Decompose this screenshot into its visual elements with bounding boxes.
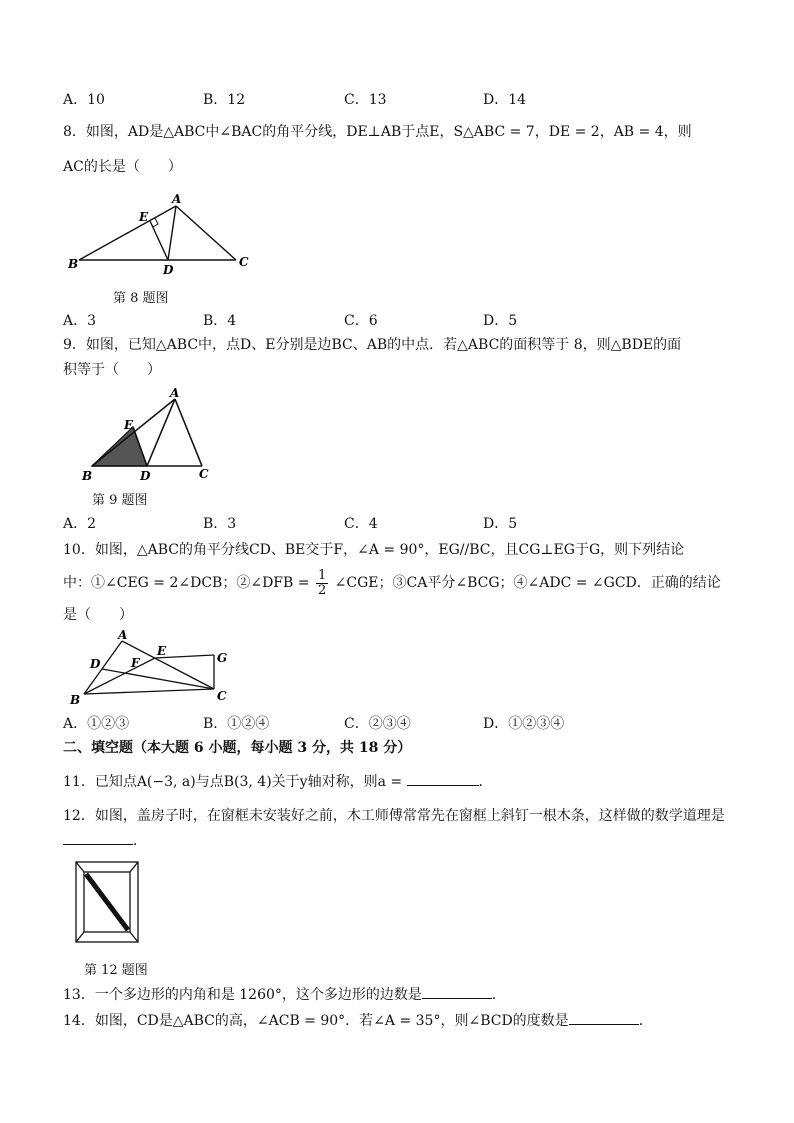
- q10-label-e: E: [157, 644, 167, 658]
- q9-caption: 第 9 题图: [92, 493, 148, 508]
- q10-label-g: G: [217, 651, 228, 665]
- q10-stem-line2-end: ∠CGE；③CA平分∠BCG；④∠ADC = ∠GCD．正确的结论: [334, 575, 721, 591]
- q10-stem-line3: 是（ ）: [63, 607, 133, 623]
- q10-label-a: A: [118, 628, 128, 642]
- q8-option-d: D．5: [483, 313, 518, 329]
- q8-side-ab: [79, 206, 176, 260]
- q14-end: ．: [638, 1013, 653, 1029]
- q8-bisector-ad: [168, 206, 176, 260]
- q10-label-c: C: [217, 689, 227, 703]
- q7-option-b: B．12: [203, 92, 246, 108]
- q10-option-a: A．①②③: [63, 716, 130, 732]
- q12-caption: 第 12 题图: [84, 963, 148, 978]
- q10-option-d: D．①②③④: [483, 716, 565, 732]
- q10-stem-line2: [63, 565, 734, 601]
- q10-figure: [62, 627, 242, 707]
- q9-label-e: E: [124, 418, 134, 432]
- q9-label-b: B: [82, 469, 93, 483]
- q14-text: 14．如图，CD是△ABC的高，∠ACB = 90°．若∠A = 35°，则∠BCD的度数是: [63, 1013, 569, 1029]
- q12-stem-line2: [63, 830, 734, 852]
- q10-stem-line2-start: 中：①∠CEG = 2∠DCB；②∠DFB =: [63, 575, 314, 591]
- q10-side-bc: [84, 689, 214, 694]
- q7-option-d: D．14: [483, 92, 527, 108]
- q14: [63, 1010, 734, 1032]
- q11-answer-blank[interactable]: [407, 771, 479, 786]
- q9-label-a: A: [170, 386, 180, 400]
- q9-stem-line1: 9．如图，已知△ABC中，点D、E分别是边BC、AB的中点．若△ABC的面积等于 8，则△BDE的面: [63, 337, 682, 353]
- q11-text: 11．已知点A(−3, a)与点B(3, 4)关于y轴对称，则a =: [63, 774, 407, 790]
- q7-option-c: C．13: [344, 92, 387, 108]
- q8-label-e: E: [139, 210, 149, 224]
- q12-figure-window-frame: [72, 858, 142, 946]
- q8-label-b: B: [68, 257, 79, 271]
- section-heading-fill-in: 二、填空题（本大题 6 小题，每小题 3 分，共 18 分）: [63, 740, 412, 756]
- q8-right-angle-mark: [153, 218, 158, 227]
- q10-fraction-half: [316, 569, 328, 598]
- q8-stem-line2: AC的长是（ ）: [63, 159, 182, 175]
- q14-answer-blank[interactable]: [569, 1010, 639, 1025]
- q10-stem-line1: 10．如图，△ABC的角平分线CD、BE交于F，∠A = 90°，EG//BC，且CG⊥EG于G，则下列结论: [63, 542, 685, 558]
- q12-stem-line1: 12．如图，盖房子时，在窗框未安装好之前，木工师傅常常先在窗框上斜钉一根木条，这样做的数学道理是: [63, 808, 725, 824]
- q10-option-b: B．①②④: [203, 716, 270, 732]
- q13-end: ．: [491, 987, 506, 1003]
- q9-side-ac: [175, 399, 202, 466]
- q10-option-c: C．②③④: [344, 716, 411, 732]
- q8-caption: 第 8 题图: [113, 291, 169, 306]
- q11: [63, 771, 734, 793]
- q9-option-d: D．5: [483, 516, 518, 532]
- q9-option-a: A．2: [63, 516, 97, 532]
- q8-label-c: C: [239, 255, 249, 269]
- q9-stem-line2: 积等于（ ）: [63, 362, 161, 378]
- q9-option-c: C．4: [344, 516, 378, 532]
- q8-perp-de: [150, 221, 168, 260]
- q9-median-ad: [147, 399, 175, 466]
- q10-fraction-denominator: 2: [317, 582, 327, 598]
- q9-label-d: D: [140, 469, 151, 483]
- q8-stem-line1: 8．如图，AD是△ABC中∠BAC的角平分线，DE⊥AB于点E，S△ABC = 7，DE = 2，AB = 4，则: [63, 124, 692, 140]
- q11-end: ．: [478, 774, 493, 790]
- q10-fraction-numerator: 1: [317, 567, 327, 583]
- q9-label-c: C: [199, 467, 209, 481]
- q8-label-d: D: [163, 263, 174, 277]
- q10-label-d: D: [90, 657, 101, 671]
- q13-text: 13．一个多边形的内角和是 1260°，这个多边形的边数是: [63, 987, 422, 1003]
- q7-option-a: A．10: [63, 92, 105, 108]
- q12-end: ．: [133, 833, 147, 849]
- q8-option-a: A．3: [63, 313, 97, 329]
- q10-bisector-cd: [102, 669, 214, 689]
- q8-option-b: B．4: [203, 313, 237, 329]
- q8-figure: [62, 190, 262, 280]
- q9-figure: [78, 384, 228, 484]
- q10-label-b: B: [70, 693, 81, 707]
- q12-answer-blank[interactable]: [63, 830, 133, 845]
- q13-answer-blank[interactable]: [422, 984, 492, 999]
- q10-label-f: F: [131, 656, 140, 670]
- q8-side-ac: [176, 206, 236, 260]
- q13: [63, 984, 734, 1006]
- q8-option-c: C．6: [344, 313, 378, 329]
- q9-option-b: B．3: [203, 516, 237, 532]
- q12-diagonal-brace: [86, 874, 128, 930]
- q8-label-a: A: [172, 192, 182, 206]
